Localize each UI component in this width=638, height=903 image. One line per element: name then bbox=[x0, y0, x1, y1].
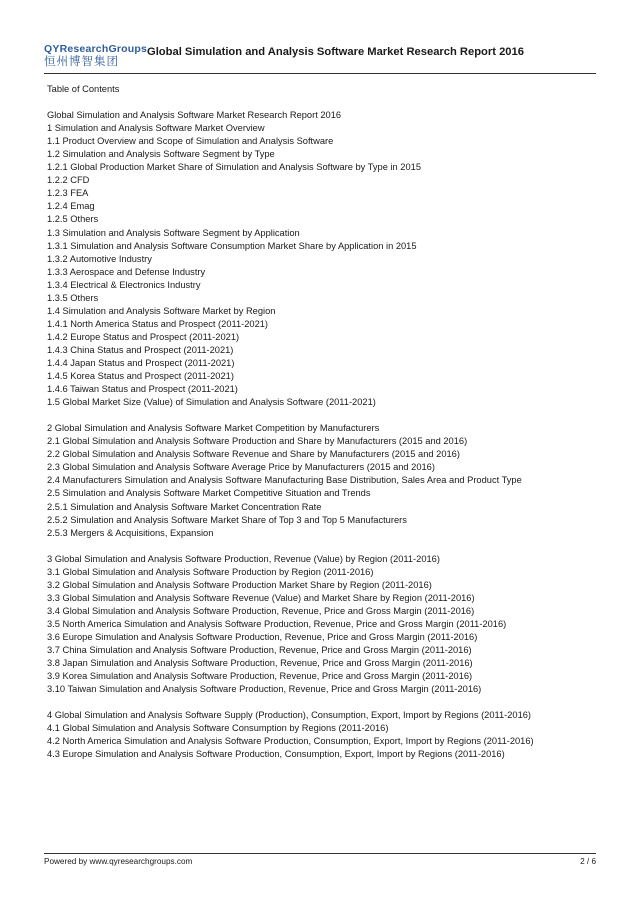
toc-entry: 1.4.2 Europe Status and Prospect (2011-2021) bbox=[47, 331, 240, 342]
company-logo bbox=[44, 43, 147, 71]
logo-english-text: QYResearchGroups bbox=[44, 43, 147, 55]
toc-entry: Global Simulation and Analysis Software Market Research Report 2016 bbox=[47, 110, 342, 121]
toc-entry: 2 Global Simulation and Analysis Software Market Competition by Manufacturers bbox=[47, 423, 380, 434]
toc-entry: 2.5.3 Mergers & Acquisitions, Expansion bbox=[47, 527, 214, 538]
table-of-contents bbox=[47, 83, 603, 761]
toc-entry: 1.3.3 Aerospace and Defense Industry bbox=[47, 266, 206, 277]
toc-entry: 3.8 Japan Simulation and Analysis Software Production, Revenue, Price and Gross Margin (2011-2016) bbox=[47, 658, 473, 669]
toc-heading: Table of Contents bbox=[47, 84, 120, 94]
page-footer bbox=[44, 853, 596, 866]
toc-entry: 3.3 Global Simulation and Analysis Software Revenue (Value) and Market Share by Region (2011-2016) bbox=[47, 592, 475, 603]
toc-entry: 3.7 China Simulation and Analysis Software Production, Revenue, Price and Gross Margin (2011-2016) bbox=[47, 645, 472, 656]
toc-spacer bbox=[47, 96, 603, 109]
toc-entry: 3 Global Simulation and Analysis Software Production, Revenue (Value) by Region (2011-2016) bbox=[47, 553, 440, 564]
toc-entry: 1.2.3 FEA bbox=[47, 188, 89, 199]
page-header bbox=[44, 40, 596, 74]
toc-entry: 4.2 North America Simulation and Analysis Software Production, Consumption, Export, Import by Regions (2011-2016) bbox=[47, 736, 534, 747]
toc-entry: 2.5.2 Simulation and Analysis Software Market Share of Top 3 and Top 5 Manufacturers bbox=[47, 514, 407, 525]
powered-by-text: Powered by www.qyresearchgroups.com bbox=[44, 857, 193, 866]
toc-entry: 1.4.3 China Status and Prospect (2011-2021) bbox=[47, 344, 234, 355]
toc-entry: 1.5 Global Market Size (Value) of Simulation and Analysis Software (2011-2021) bbox=[47, 397, 376, 408]
toc-spacer bbox=[47, 409, 603, 422]
toc-entry: 4.3 Europe Simulation and Analysis Software Production, Consumption, Export, Import by Regions (2011-2016) bbox=[47, 749, 505, 760]
toc-entry: 1.2.4 Emag bbox=[47, 201, 95, 212]
toc-entry: 1.4.6 Taiwan Status and Prospect (2011-2021) bbox=[47, 384, 238, 395]
toc-entry: 1.3.4 Electrical & Electronics Industry bbox=[47, 279, 201, 290]
toc-spacer bbox=[47, 696, 603, 709]
toc-entry: 1.4 Simulation and Analysis Software Market by Region bbox=[47, 305, 276, 316]
toc-entry: 3.4 Global Simulation and Analysis Software Production, Revenue, Price and Gross Margin (2011-2016) bbox=[47, 605, 475, 616]
toc-entry: 1.2.5 Others bbox=[47, 214, 99, 225]
toc-entry: 2.3 Global Simulation and Analysis Software Average Price by Manufacturers (2015 and 2016) bbox=[47, 462, 435, 473]
toc-spacer bbox=[47, 540, 603, 553]
toc-entry: 4.1 Global Simulation and Analysis Software Consumption by Regions (2011-2016) bbox=[47, 723, 389, 734]
toc-entry: 1.2.1 Global Production Market Share of Simulation and Analysis Software by Type in 2015 bbox=[47, 162, 421, 173]
toc-entry: 1.2 Simulation and Analysis Software Segment by Type bbox=[47, 149, 275, 160]
toc-entry: 3.10 Taiwan Simulation and Analysis Software Production, Revenue, Price and Gross Margin (2011-2016) bbox=[47, 684, 482, 695]
toc-entry: 1.1 Product Overview and Scope of Simulation and Analysis Software bbox=[47, 136, 334, 147]
toc-entry: 2.1 Global Simulation and Analysis Software Production and Share by Manufacturers (2015 and 2016) bbox=[47, 436, 468, 447]
toc-entry: 1.4.1 North America Status and Prospect (2011-2021) bbox=[47, 318, 269, 329]
report-title: Global Simulation and Analysis Software Market Research Report 2016 bbox=[147, 46, 524, 58]
toc-entry: 1.3.2 Automotive Industry bbox=[47, 253, 152, 264]
toc-entry: 1.4.4 Japan Status and Prospect (2011-2021) bbox=[47, 357, 235, 368]
toc-entry: 4 Global Simulation and Analysis Software Supply (Production), Consumption, Export, Import by Regions (2011-2016) bbox=[47, 710, 532, 721]
logo-chinese-text: 恒州博智集团 bbox=[44, 56, 119, 68]
toc-entry: 2.4 Manufacturers Simulation and Analysis Software Manufacturing Base Distribution, Sales Area and Product Type bbox=[47, 475, 522, 486]
toc-entry: 1.3 Simulation and Analysis Software Segment by Application bbox=[47, 227, 300, 238]
toc-entry: 1.4.5 Korea Status and Prospect (2011-2021) bbox=[47, 371, 234, 382]
toc-entry: 3.9 Korea Simulation and Analysis Software Production, Revenue, Price and Gross Margin (2011-2016) bbox=[47, 671, 473, 682]
toc-entry: 3.1 Global Simulation and Analysis Software Production by Region (2011-2016) bbox=[47, 566, 374, 577]
toc-entry: 2.5.1 Simulation and Analysis Software Market Concentration Rate bbox=[47, 501, 322, 512]
toc-entry: 1.3.5 Others bbox=[47, 292, 99, 303]
toc-entry: 3.6 Europe Simulation and Analysis Software Production, Revenue, Price and Gross Margin (2011-2016) bbox=[47, 631, 478, 642]
toc-entry: 2.2 Global Simulation and Analysis Software Revenue and Share by Manufacturers (2015 and 2016) bbox=[47, 449, 460, 460]
toc-entry: 1 Simulation and Analysis Software Market Overview bbox=[47, 123, 265, 134]
toc-entry: 3.5 North America Simulation and Analysis Software Production, Revenue, Price and Gross Margin (2011-2016) bbox=[47, 618, 507, 629]
toc-entry: 2.5 Simulation and Analysis Software Market Competitive Situation and Trends bbox=[47, 488, 371, 499]
page-number: 2 / 6 bbox=[580, 857, 596, 866]
toc-entry: 1.2.2 CFD bbox=[47, 175, 90, 186]
toc-entry: 1.3.1 Simulation and Analysis Software Consumption Market Share by Application in 2015 bbox=[47, 240, 417, 251]
toc-entry: 3.2 Global Simulation and Analysis Software Production Market Share by Region (2011-2016) bbox=[47, 579, 432, 590]
